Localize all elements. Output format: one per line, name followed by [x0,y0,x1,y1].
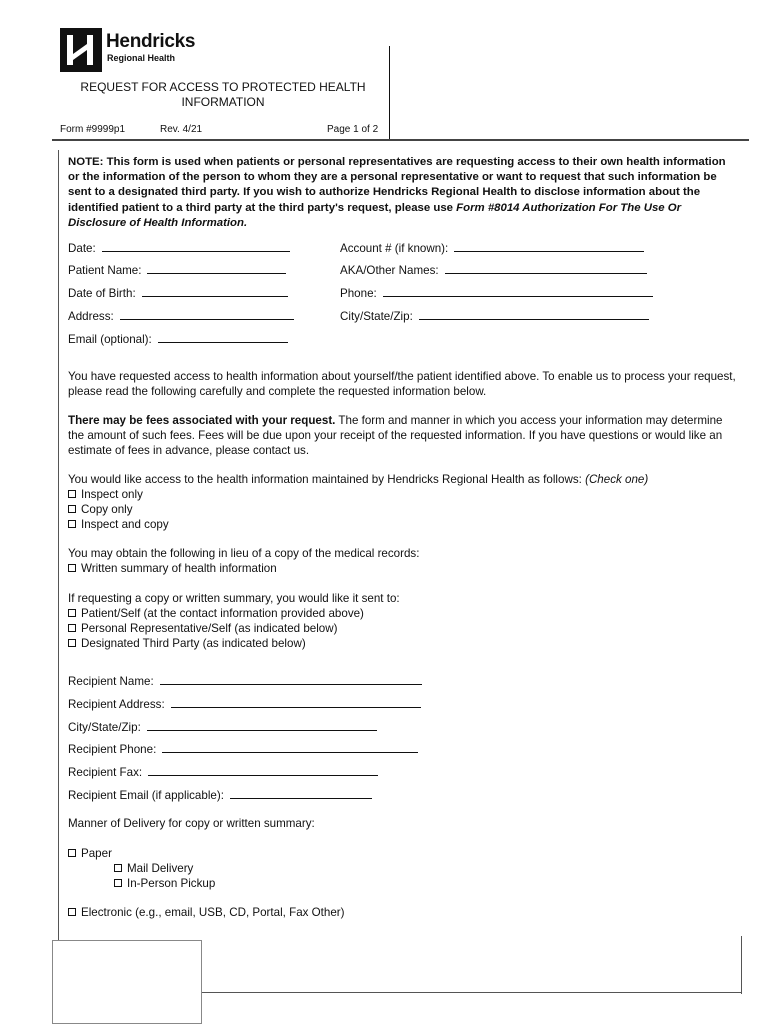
recipient-phone-field[interactable] [68,741,418,757]
access-option-inspect[interactable]: Inspect only [68,487,740,502]
form-revision: Rev. 4/21 [160,124,203,135]
checkbox-icon[interactable] [68,624,76,632]
logo-name: Hendricks [106,31,196,52]
note-text: NOTE: This form is used when patients or personal representatives are requesting access to their own health information or the information of the person to whom they are a personal representative or want to request that such information be sent to a designated third party. If you wish to authorize Hendricks Regional Health to disclose information about the identified patient to a third party at the third party's request, please use [68,156,726,214]
phone-label: Phone: [340,287,377,300]
header-rule [52,139,749,141]
delivery-option-paper[interactable]: Paper [68,846,740,861]
city-state-zip-label: City/State/Zip: [340,310,413,323]
summary-section [68,546,740,576]
recipient-fax-label: Recipient Fax: [68,766,143,779]
aka-label: AKA/Other Names: [340,264,439,277]
delivery-option-pickup[interactable]: In-Person Pickup [68,876,740,891]
corner-box [52,940,202,1024]
dob-field[interactable] [68,285,288,301]
recipient-city-label: City/State/Zip: [68,721,141,734]
phone-field[interactable] [340,285,653,301]
date-field[interactable] [68,240,290,256]
account-label: Account # (if known): [340,242,449,255]
aka-field[interactable] [340,262,647,278]
fees-paragraph [68,413,740,458]
email-label: Email (optional): [68,333,152,346]
dob-label: Date of Birth: [68,287,136,300]
patient-name-label: Patient Name: [68,264,142,277]
fees-text: The form and manner in which you access your information may determine the amount of such fees. Fees will be due upon your receipt of the requested information. If you have questions or would like an estimate of fees in advance, please contact us. [68,414,723,457]
checkbox-icon[interactable] [68,639,76,647]
hendricks-logo-icon [60,28,102,72]
address-label: Address: [68,310,114,323]
patient-name-field[interactable] [68,262,286,278]
form-number: Form #9999p1 [60,124,126,135]
recipient-city-field[interactable] [68,719,377,735]
recipient-email-label: Recipient Email (if applicable): [68,789,224,802]
delivery-option-electronic[interactable]: Electronic (e.g., email, USB, CD, Portal, Fax Other) [68,905,740,920]
city-state-zip-line[interactable] [419,308,649,320]
access-prompt [68,472,740,487]
delivery-option-mail[interactable]: Mail Delivery [68,861,740,876]
recipient-city-line[interactable] [147,719,377,731]
account-line[interactable] [454,240,644,252]
recipient-address-line[interactable] [171,696,421,708]
recipient-phone-label: Recipient Phone: [68,743,157,756]
patient-name-line[interactable] [147,262,286,274]
checkbox-icon[interactable] [68,505,76,513]
form-title: REQUEST FOR ACCESS TO PROTECTED HEALTH INFORMATION [80,80,366,109]
send-option-third-party[interactable]: Designated Third Party (as indicated below) [68,636,740,651]
frame-bottom-border [202,992,742,993]
date-label: Date: [68,242,96,255]
checkbox-icon[interactable] [68,490,76,498]
recipient-address-field[interactable] [68,696,421,712]
city-state-zip-field[interactable] [340,308,649,324]
delivery-prompt: Manner of Delivery for copy or written summary: [68,817,315,830]
fees-heading: There may be fees associated with your request. [68,414,336,427]
recipient-name-line[interactable] [160,673,422,685]
recipient-fax-field[interactable] [68,764,378,780]
send-option-patient[interactable]: Patient/Self (at the contact information provided above) [68,606,740,621]
checkbox-icon[interactable] [68,609,76,617]
email-field[interactable] [68,331,288,347]
frame-right-border [741,936,742,994]
note-form-reference: Form #8014 Authorization For The Use Or Disclosure of Health Information. [68,201,682,229]
intro-paragraph: You have requested access to health information about yourself/the patient identified above. To enable us to process your request, please read the following carefully and complete the requested information below. [68,370,736,398]
recipient-fax-line[interactable] [148,764,378,776]
check-one-note: (Check one) [585,473,649,486]
checkbox-icon[interactable] [114,864,122,872]
recipient-phone-line[interactable] [162,741,418,753]
recipient-address-label: Recipient Address: [68,698,165,711]
date-line[interactable] [102,240,290,252]
aka-line[interactable] [445,262,647,274]
delivery-options [68,846,740,891]
header-divider [389,46,390,140]
access-section [68,472,740,532]
recipient-email-line[interactable] [230,787,372,799]
account-field[interactable] [340,240,644,256]
send-option-representative[interactable]: Personal Representative/Self (as indicated below) [68,621,740,636]
checkbox-icon[interactable] [114,879,122,887]
recipient-email-field[interactable] [68,787,372,803]
send-to-section [68,591,740,651]
checkbox-icon[interactable] [68,908,76,916]
address-line[interactable] [120,308,294,320]
frame-left-border [58,150,59,950]
recipient-name-field[interactable] [68,673,422,689]
send-to-prompt: If requesting a copy or written summary, you would like it sent to: [68,592,400,605]
phone-line[interactable] [383,285,653,297]
checkbox-icon[interactable] [68,520,76,528]
checkbox-icon[interactable] [68,849,76,857]
dob-line[interactable] [142,285,288,297]
note-paragraph [68,155,740,231]
recipient-name-label: Recipient Name: [68,675,154,688]
page-number: Page 1 of 2 [327,124,379,135]
access-option-inspect-copy[interactable]: Inspect and copy [68,517,740,532]
summary-option[interactable]: Written summary of health information [68,561,740,576]
checkbox-icon[interactable] [68,564,76,572]
access-prompt-text: You would like access to the health information maintained by Hendricks Regional Health as follows: [68,473,586,486]
email-line[interactable] [158,331,288,343]
logo-subtitle: Regional Health [107,53,176,63]
address-field[interactable] [68,308,294,324]
summary-prompt: You may obtain the following in lieu of a copy of the medical records: [68,547,420,560]
access-option-copy[interactable]: Copy only [68,502,740,517]
